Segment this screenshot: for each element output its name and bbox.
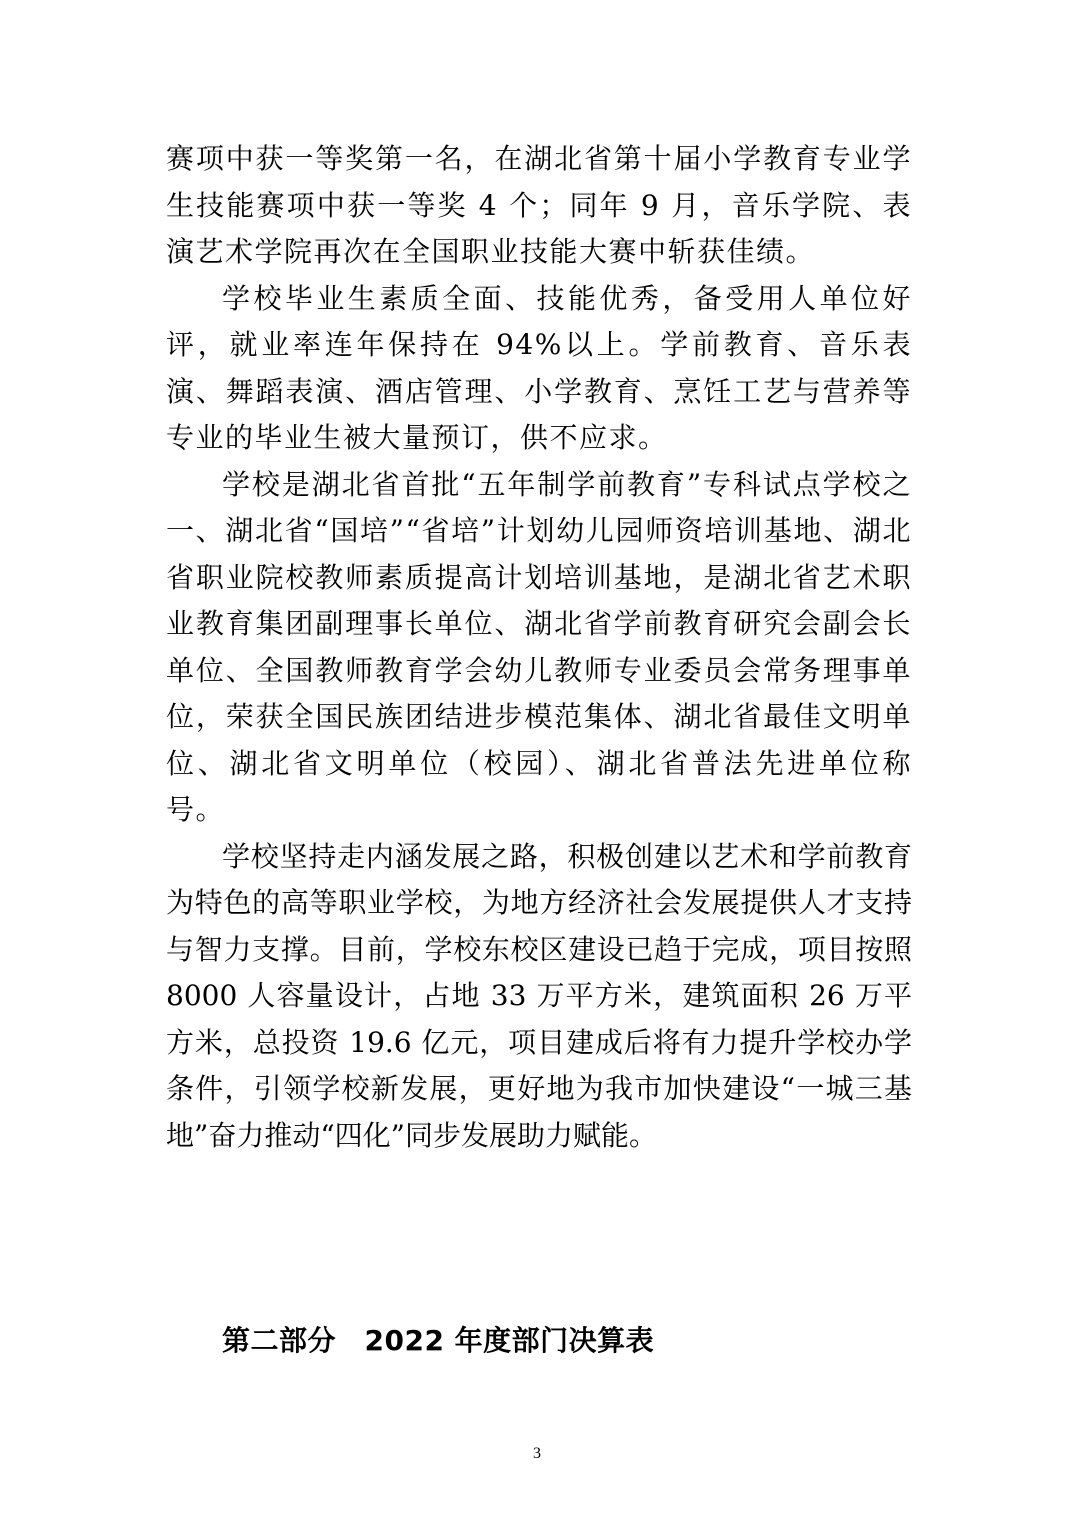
paragraph-development: 学校坚持走内涵发展之路，积极创建以艺术和学前教育为特色的高等职业学校，为地方经济社会发展提供人才支持与智力支撑。目前，学校东校区建设已趋于完成，项目按照 8000 人容量设计，占地 33 万平方米，建筑面积 26 万平方米，总投资 19.6 亿元，项目建成后将有力提升学校办学条件，引领学校新发展，更好地为我市加快建设“一城三基地”奋力推动“四化”同步发展助力赋能。 <box>166 839 912 1152</box>
paragraph-awards-continued: 赛项中获一等奖第一名，在湖北省第十届小学教育专业学生技能赛项中获一等奖 4 个；同年 9 月，音乐学院、表演艺术学院再次在全国职业技能大赛中斩获佳绩。 <box>166 142 912 268</box>
page-number: 3 <box>533 1445 541 1462</box>
paragraph-graduates: 学校毕业生素质全面、技能优秀，备受用人单位好评，就业率连年保持在 94%以上。学前教育、音乐表演、舞蹈表演、酒店管理、小学教育、烹饪工艺与营养等专业的毕业生被大量预订，供不应求。 <box>166 281 912 454</box>
body-text <box>166 136 912 1159</box>
section-heading: 第二部分 2022 年度部门决算表 <box>222 1324 655 1357</box>
paragraph-school-honors: 学校是湖北省首批“五年制学前教育”专科试点学校之一、湖北省“国培”“省培”计划幼儿园师资培训基地、湖北省职业院校教师素质提高计划培训基地，是湖北省艺术职业教育集团副理事长单位、湖北省学前教育研究会副会长单位、全国教师教育学会幼儿教师专业委员会常务理事单位，荣获全国民族团结进步模范集体、湖北省最佳文明单位、湖北省文明单位（校园）、湖北省普法先进单位称号。 <box>166 467 912 826</box>
